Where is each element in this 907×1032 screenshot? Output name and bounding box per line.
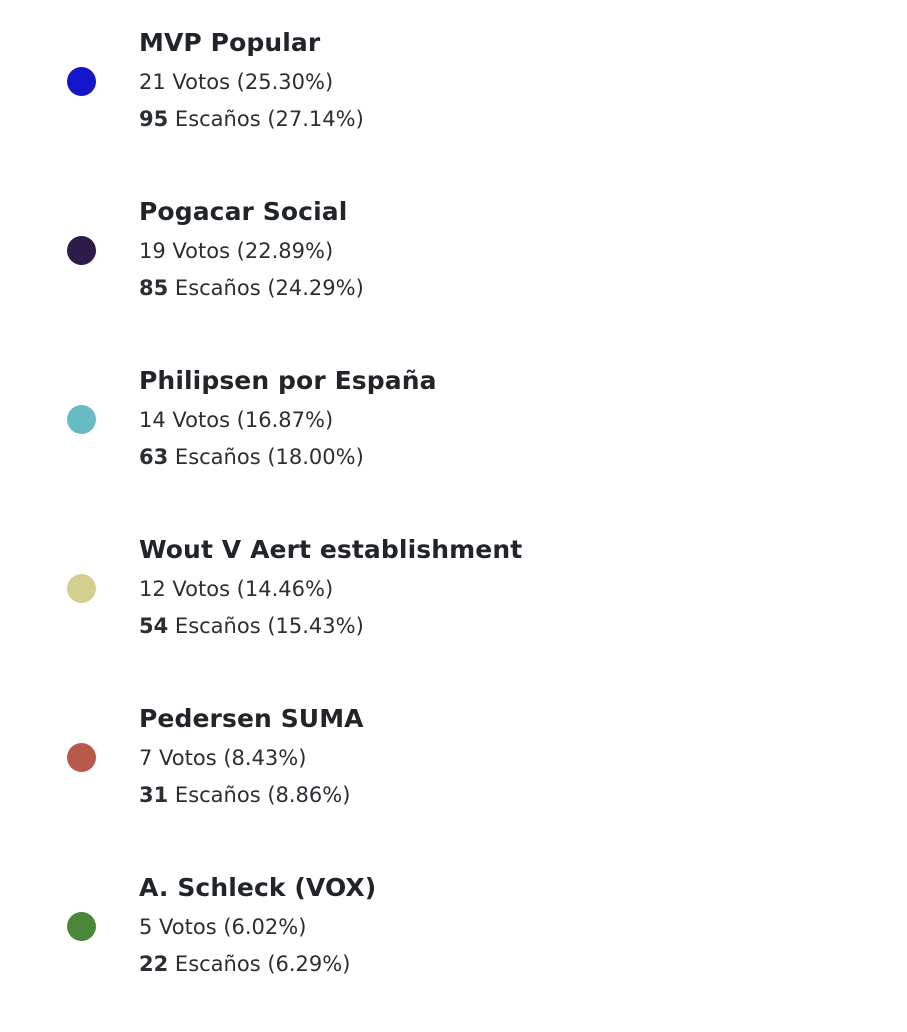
- party-seats-count: 63: [139, 445, 169, 469]
- party-seats-count: 54: [139, 614, 169, 638]
- party-color-dot: [67, 236, 96, 265]
- party-info: [139, 867, 376, 983]
- party-info: [139, 529, 522, 645]
- party-item-a-schleck-vox: [0, 867, 907, 1027]
- party-seats: [139, 608, 522, 645]
- party-item-pogacar-social: [0, 191, 907, 351]
- party-seats-count: 85: [139, 276, 169, 300]
- party-seats-count: 31: [139, 783, 169, 807]
- party-item-wout-v-aert-establishment: [0, 529, 907, 689]
- party-info: [139, 191, 364, 307]
- party-seats: [139, 946, 376, 983]
- party-name: Pedersen SUMA: [139, 704, 364, 733]
- party-votes: 14 Votos (16.87%): [139, 408, 334, 432]
- party-name: A. Schleck (VOX): [139, 873, 377, 902]
- party-votes: 21 Votos (25.30%): [139, 70, 334, 94]
- party-item-philipsen-por-espana: [0, 360, 907, 520]
- party-seats: [139, 439, 437, 476]
- party-item-mvp-popular: [0, 22, 907, 182]
- party-seats-label: Escaños (18.00%): [174, 445, 364, 469]
- party-seats-label: Escaños (27.14%): [174, 107, 364, 131]
- party-votes: 7 Votos (8.43%): [139, 746, 307, 770]
- party-seats: [139, 777, 364, 814]
- party-color-dot: [67, 912, 96, 941]
- party-color-dot: [67, 743, 96, 772]
- party-seats-count: 22: [139, 952, 169, 976]
- party-color-dot: [67, 405, 96, 434]
- party-info: [139, 360, 437, 476]
- party-seats: [139, 270, 364, 307]
- party-item-pedersen-suma: [0, 698, 907, 858]
- party-info: [139, 698, 364, 814]
- party-seats-label: Escaños (15.43%): [174, 614, 364, 638]
- party-seats: [139, 101, 364, 138]
- party-seats-label: Escaños (24.29%): [174, 276, 364, 300]
- party-seats-label: Escaños (6.29%): [174, 952, 351, 976]
- party-votes: 19 Votos (22.89%): [139, 239, 334, 263]
- party-name: MVP Popular: [139, 28, 321, 57]
- party-info: [139, 22, 364, 138]
- party-votes: 12 Votos (14.46%): [139, 577, 334, 601]
- party-name: Pogacar Social: [139, 197, 348, 226]
- party-seats-label: Escaños (8.86%): [174, 783, 351, 807]
- party-color-dot: [67, 574, 96, 603]
- party-seats-count: 95: [139, 107, 169, 131]
- party-votes: 5 Votos (6.02%): [139, 915, 307, 939]
- party-color-dot: [67, 67, 96, 96]
- party-name: Wout V Aert establishment: [139, 535, 523, 564]
- party-name: Philipsen por España: [139, 366, 437, 395]
